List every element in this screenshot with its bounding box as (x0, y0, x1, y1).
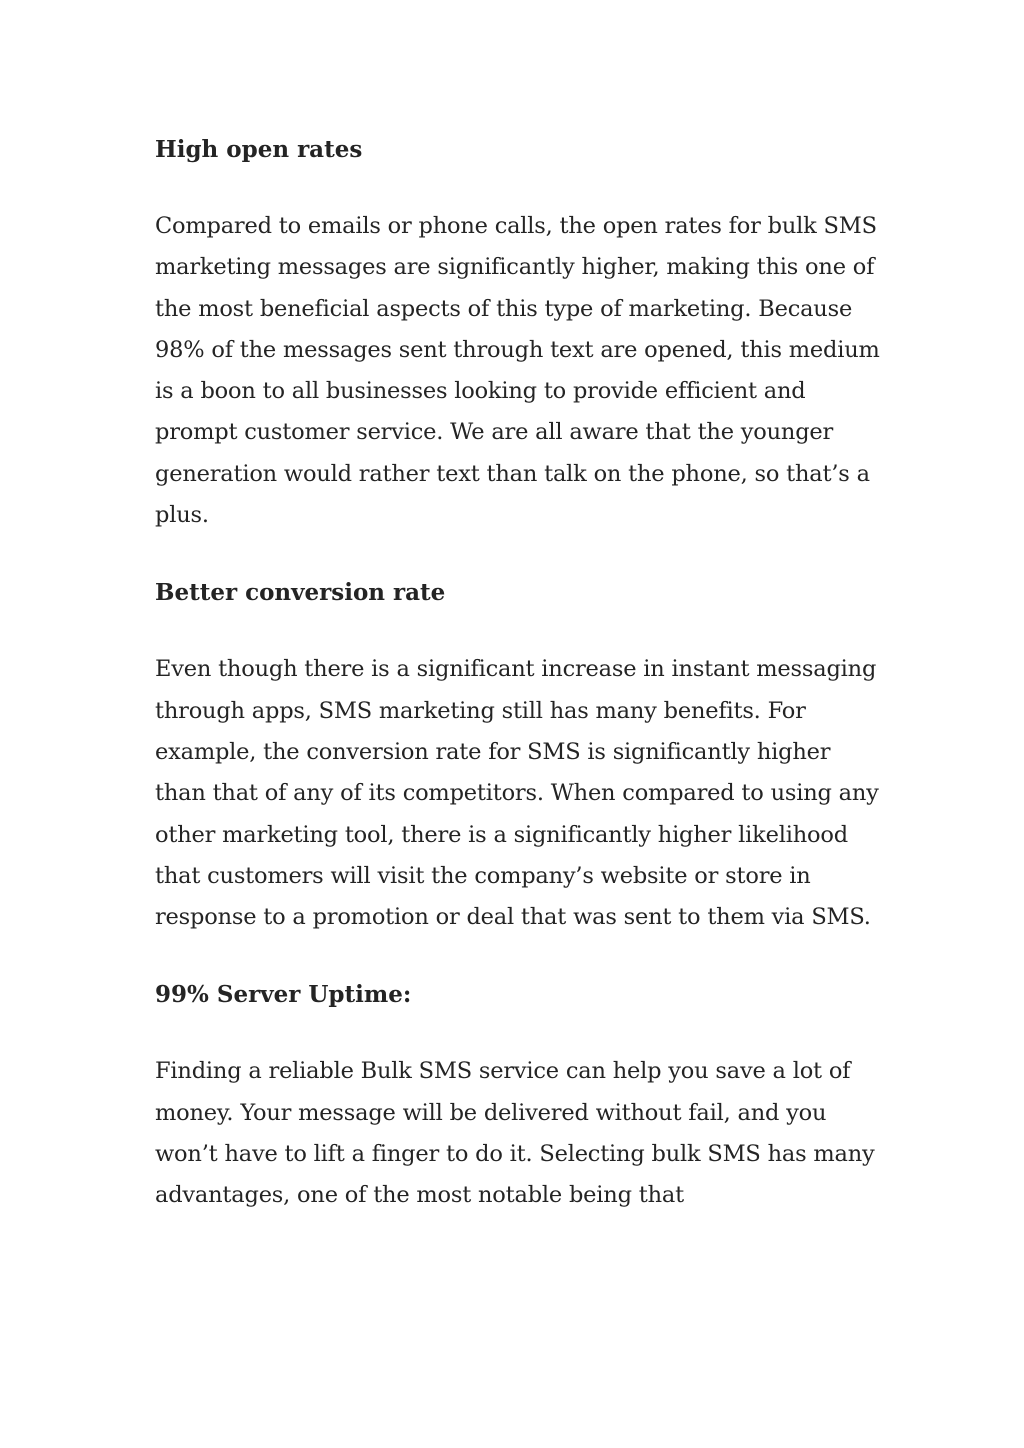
section-heading-better-conversion-rate: Better conversion rate (155, 579, 446, 607)
spacer (155, 613, 885, 649)
spacer (155, 1015, 885, 1051)
spacer (155, 938, 885, 974)
article-body (155, 129, 885, 1217)
spacer (155, 536, 885, 572)
section-paragraph-server-uptime: Finding a reliable Bulk SMS service can help you save a lot of money. Your message will be delivered without fail, and you won’t have to lift a finger to do it. Selecting bulk SMS has many advantages, one of the most notable being that (155, 1058, 875, 1209)
spacer (155, 170, 885, 206)
section-heading-high-open-rates: High open rates (155, 136, 363, 163)
section-paragraph-better-conversion-rate: Even though there is a significant increase in instant messaging through apps, SMS marketing still has many benefits. For example, the conversion rate for SMS is significantly higher than that of any of its competitors. When compared to using any other marketing tool, there is a significantly higher likelihood that customers will visit the company’s website or store in response to a promotion or deal that was sent to them via SMS. (155, 656, 879, 931)
section-paragraph-high-open-rates: Compared to emails or phone calls, the open rates for bulk SMS marketing messages are significantly higher, making this one of the most beneficial aspects of this type of marketing. Because 98% of the messages sent through text are opened, this medium is a boon to all businesses looking to provide efficient and prompt customer service. We are all aware that the younger generation would rather text than talk on the phone, so that’s a plus. (155, 213, 880, 529)
section-heading-server-uptime: 99% Server Uptime: (155, 981, 412, 1009)
